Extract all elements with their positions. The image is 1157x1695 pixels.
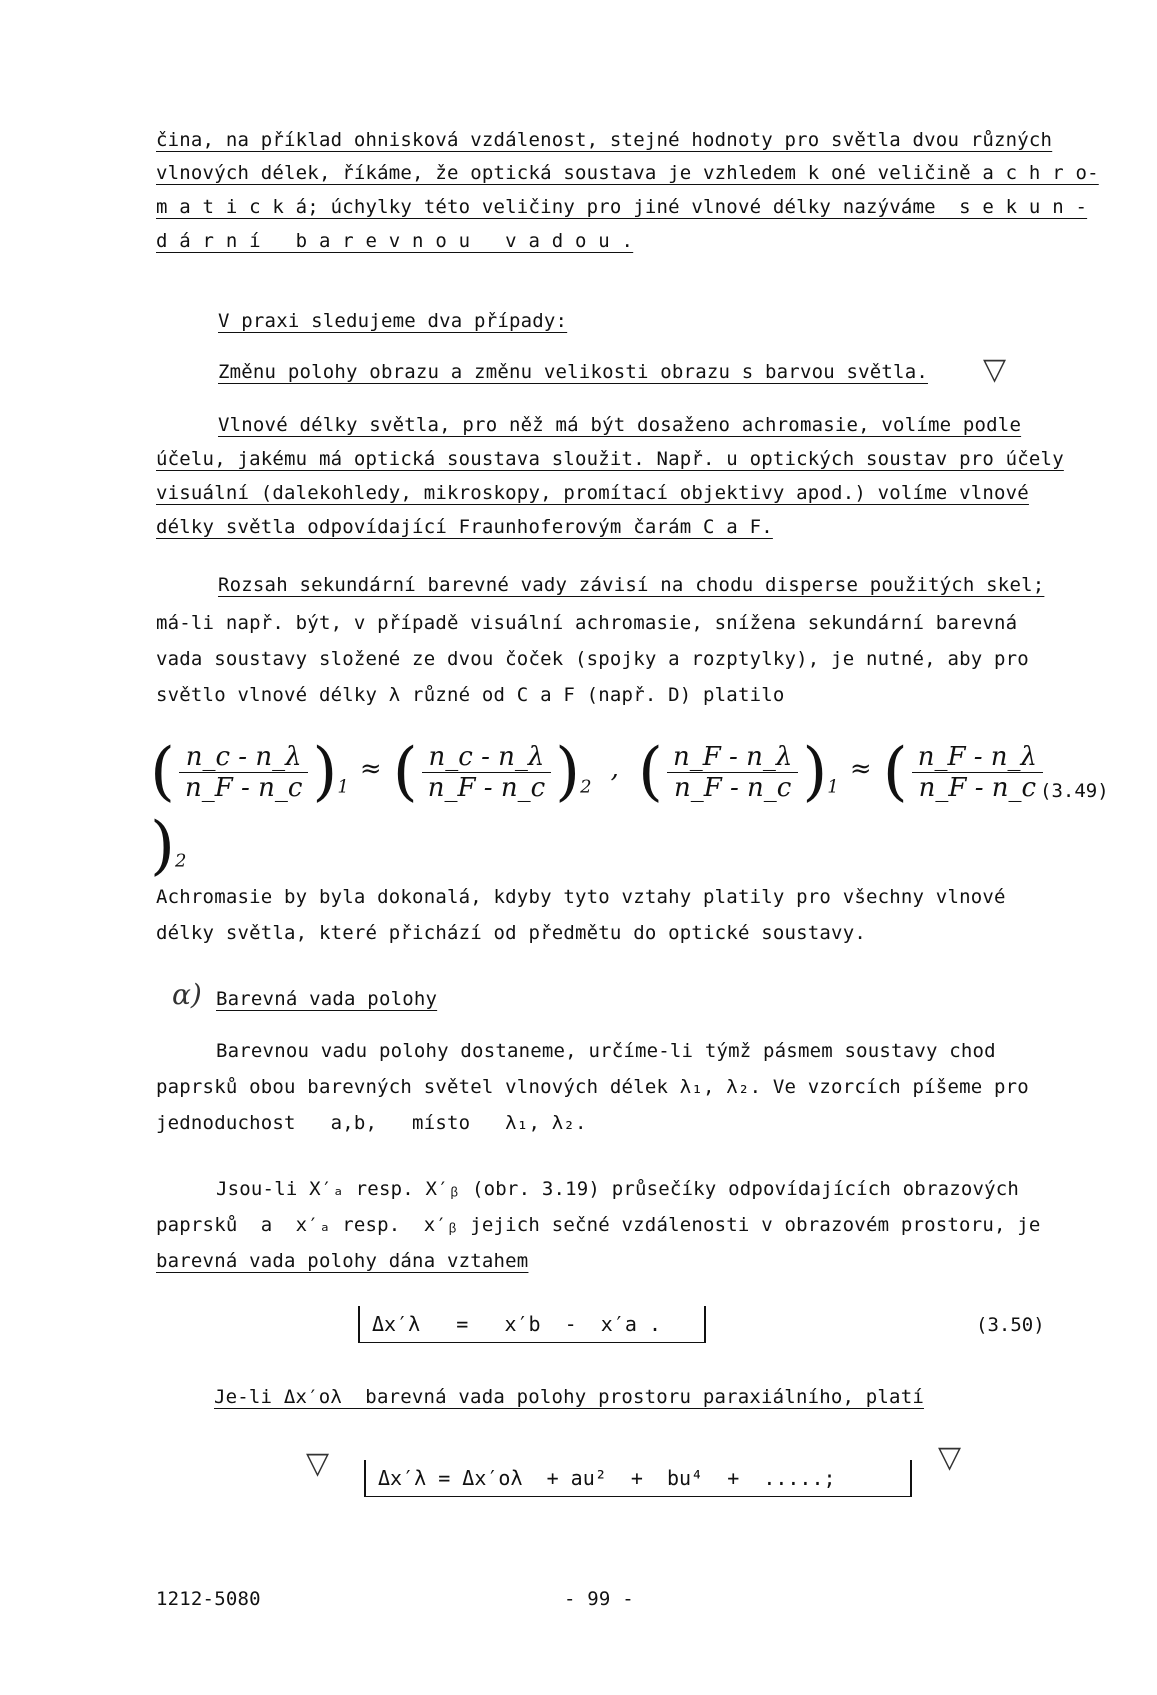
- paragraph5-line1: Barevnou vadu polohy dostaneme, určíme-li týmž pásmem soustavy chod: [216, 1040, 996, 1062]
- handwritten-margin-mark-3: ▽: [938, 1440, 962, 1475]
- paragraph6-line1: Jsou-li X′ₐ resp. X′ᵦ (obr. 3.19) průsečíky odpovídajících obrazových: [216, 1178, 1020, 1200]
- paragraph2-line2: účelu, jakému má optická soustava sloužit. Např. u optických soustav pro účely: [156, 448, 1064, 470]
- paragraph4-line2: délky světla, které přichází od předmětu do optické soustavy.: [156, 922, 866, 944]
- section-alpha-title: Barevná vada polohy: [216, 988, 438, 1010]
- page-number: - 99 -: [564, 1588, 634, 1610]
- paragraph1-line4: d á r n í b a r e v n o u v a d o u .: [156, 230, 634, 252]
- handwritten-margin-mark-1: ▽: [983, 352, 1007, 387]
- paragraph1-line1: čina, na příklad ohnisková vzdálenost, stejné hodnoty pro světla dvou různých: [156, 129, 1053, 151]
- equation-3-49: ( $\frac{n\_c - n\_\lambda}{n\_F - n\_c}$ )1 ≈ ( $\frac{n\_c - n\_\lambda}{n\_F - n\_c}$ )2 , ( $\frac{n\_F - n\_\lambda}{n\_F - n\_c}$ )1 ≈ ( $\frac{n\_F - n\_\lambda}{n\_F - n\_c}$ )2: [150, 735, 1050, 845]
- fraction-4: $\frac{n\_F - n\_\lambda}{n\_F - n\_c}$: [912, 742, 1043, 803]
- paragraph4-line1: Achromasie by byla dokonalá, kdyby tyto vztahy platily pro všechny vlnové: [156, 886, 1006, 908]
- subscript-3: 1: [827, 776, 839, 798]
- paragraph5-line3: jednoduchost a,b, místo λ₁, λ₂.: [156, 1112, 587, 1134]
- approx-sign-1: ≈: [359, 753, 382, 784]
- paragraph7-line1: Je-li Δx′oλ barevná vada polohy prostoru paraxiálního, platí: [214, 1386, 924, 1408]
- paragraph1-line2: vlnových délek, říkáme, že optická soustava je vzhledem k oné veličině a c h r o-: [156, 162, 1099, 184]
- paragraph2-line1: Vlnové délky světla, pro něž má být dosaženo achromasie, volíme podle: [218, 414, 1022, 436]
- paragraph3-line1: Rozsah sekundární barevné vady závisí na chodu disperse použitých skel;: [218, 574, 1045, 596]
- handwritten-margin-mark-2: ▽: [306, 1446, 330, 1481]
- approx-sign-2: ≈: [849, 753, 872, 784]
- paragraph5-line2: paprsků obou barevných světel vlnových délek λ₁, λ₂. Ve vzorcích píšeme pro: [156, 1076, 1029, 1098]
- fraction-2: $\frac{n\_c - n\_\lambda}{n\_F - n\_c}$: [422, 742, 551, 803]
- subscript-2: 2: [580, 776, 592, 798]
- paragraph3-line3: vada soustavy složené ze dvou čoček (spojky a rozptylky), je nutné, aby pro: [156, 648, 1029, 670]
- equation-number-3-49: (3.49): [1040, 780, 1109, 802]
- subscript-1: 1: [337, 776, 349, 798]
- paragraph3-line2: má-li např. být, v případě visuální achromasie, snížena sekundární barevná: [156, 612, 1018, 634]
- paragraph3-line4: světlo vlnové délky λ různé od C a F (např. D) platilo: [156, 684, 785, 706]
- paragraph2-line4: délky světla odpovídající Fraunhoferovým čarám C a F.: [156, 516, 773, 538]
- practice-intro: V praxi sledujeme dva případy:: [218, 310, 568, 332]
- fraction-3: $\frac{n\_F - n\_\lambda}{n\_F - n\_c}$: [667, 742, 798, 803]
- paragraph6-line3: barevná vada polohy dána vztahem: [156, 1250, 529, 1272]
- subscript-4: 2: [174, 850, 187, 872]
- paragraph2-line3: visuální (dalekohledy, mikroskopy, promítací objektivy apod.) volíme vlnové: [156, 482, 1029, 504]
- paragraph1-line3: m a t i c k á; úchylky této veličiny pro jiné vlnové délky nazýváme s e k u n -: [156, 196, 1088, 218]
- footer-code: 1212-5080: [156, 1588, 261, 1610]
- equation-number-3-50: (3.50): [976, 1314, 1045, 1336]
- equation-3-50-box: Δx′λ = x′b - x′a .: [358, 1306, 706, 1343]
- separator-comma: ,: [610, 753, 619, 784]
- section-alpha-marker: α): [172, 978, 202, 1011]
- equation-paraxial-box: Δx′λ = Δx′oλ + au² + bu⁴ + .....;: [364, 1460, 912, 1497]
- practice-cases: Změnu polohy obrazu a změnu velikosti obrazu s barvou světla.: [218, 361, 928, 383]
- paragraph6-line2: paprsků a x′ₐ resp. x′ᵦ jejich sečné vzdálenosti v obrazovém prostoru, je: [156, 1214, 1041, 1236]
- paren-open-1: (: [150, 735, 175, 809]
- fraction-1: $\frac{n\_c - n\_\lambda}{n\_F - n\_c}$: [179, 742, 308, 803]
